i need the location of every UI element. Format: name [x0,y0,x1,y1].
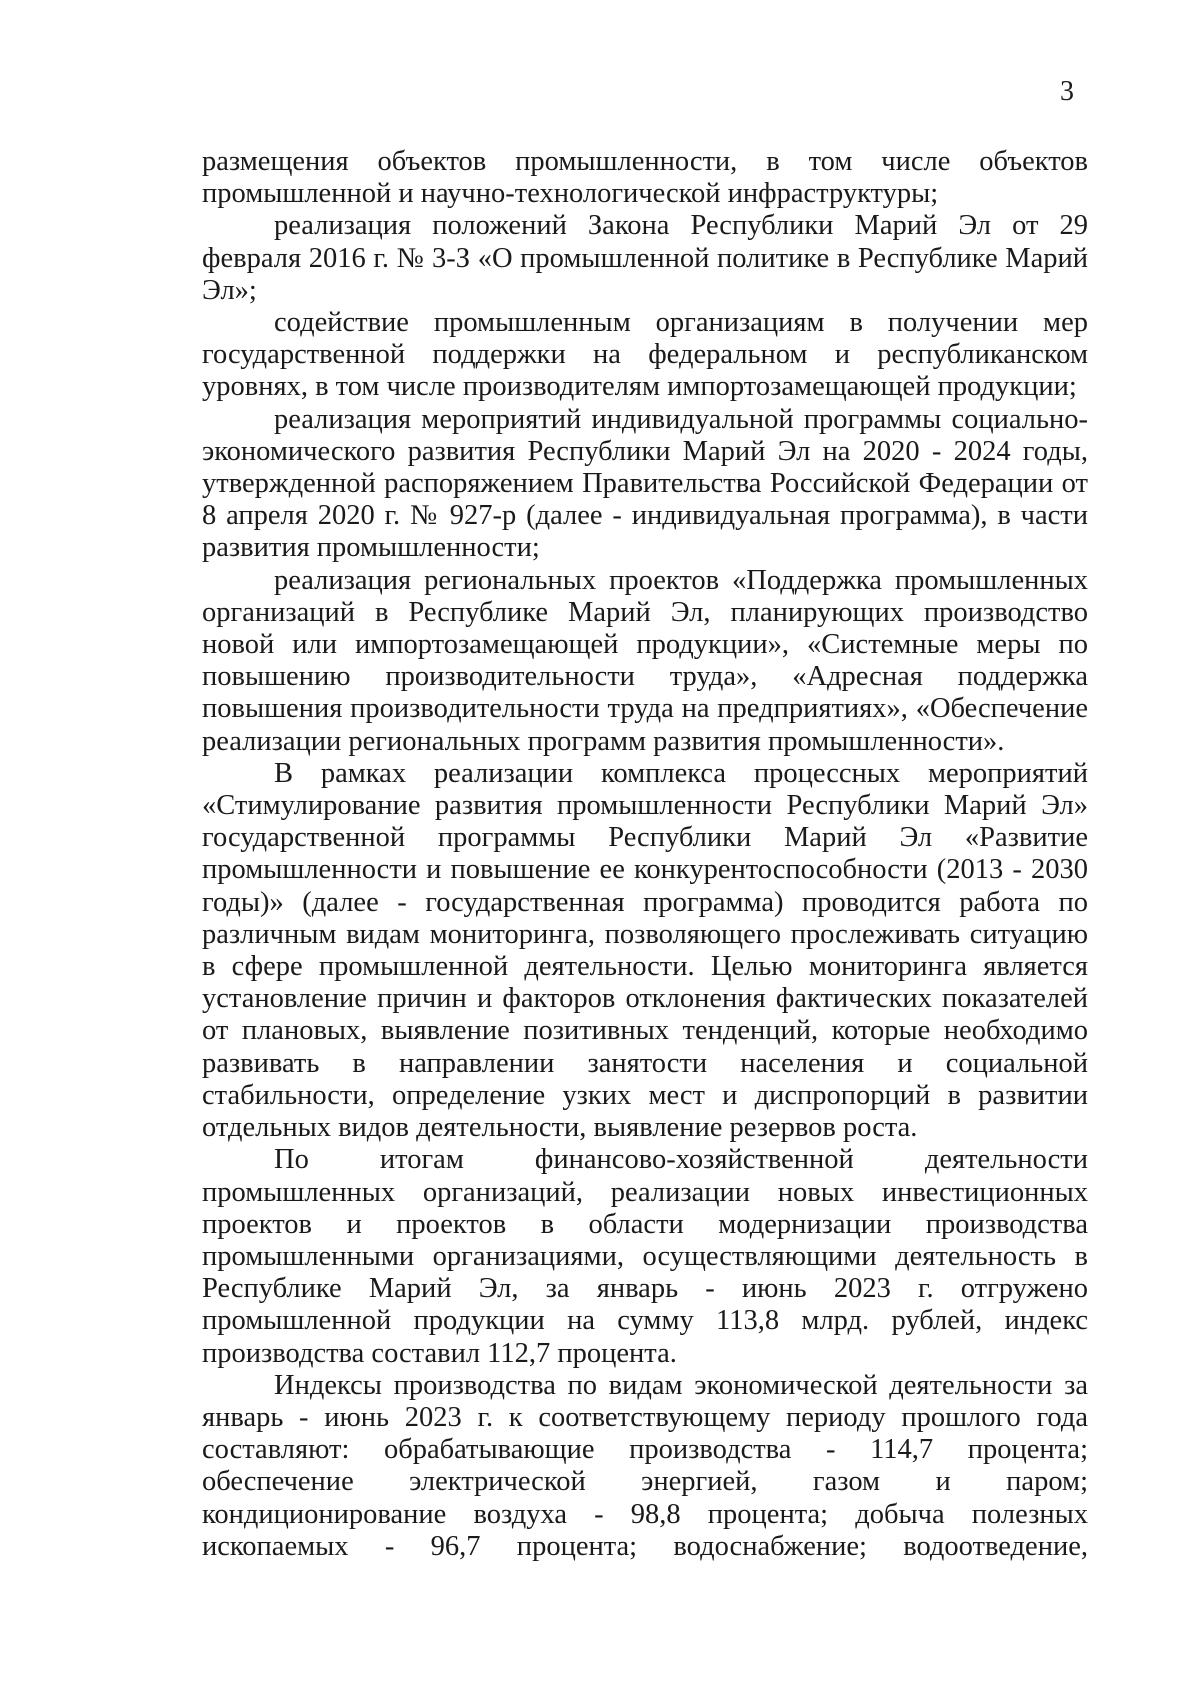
paragraph: Индексы производства по видам экономической деятельности за январь - июнь 2023 г. к соответствующему периоду прошлого года составляют: обрабатывающие производства - 114,7 процента; обеспечение электрической энергией, газом и паром; кондиционирование воздуха - 98,8 процента; добыча полезных ископаемых - 96,7 процента; водоснабжение; водоотведение, [202,1369,1088,1562]
paragraph: размещения объектов промышленности, в том числе объектов промышленной и научно-технологической инфраструктуры; [202,146,1088,210]
paragraph: реализация региональных проектов «Поддержка промышленных организаций в Республике Марий Эл, планирующих производство новой или импортозамещающей продукции», «Системные меры по повышению производительности труда», «Адресная поддержка повышения производительности труда на предприятиях», «Обеспечение реализации региональных программ развития промышленности». [202,564,1088,757]
paragraph: В рамках реализации комплекса процессных мероприятий «Стимулирование развития промышленности Республики Марий Эл» государственной программы Республики Марий Эл «Развитие промышленности и повышение ее конкурентоспособности (2013 - 2030 годы)» (далее - государственная программа) проводится работа по различным видам мониторинга, позволяющего прослеживать ситуацию в сфере промышленной деятельности. Целью мониторинга является установление причин и факторов отклонения фактических показателей от плановых, выявление позитивных тенденций, которые необходимо развивать в направлении занятости населения и социальной стабильности, определение узких мест и диспропорций в развитии отдельных видов деятельности, выявление резервов роста. [202,757,1088,1144]
paragraph: содействие промышленным организациям в получении мер государственной поддержки на федеральном и республиканском уровнях, в том числе производителям импортозамещающей продукции; [202,307,1088,403]
document-body [202,146,1088,1563]
paragraph: По итогам финансово-хозяйственной деятельности промышленных организаций, реализации новых инвестиционных проектов и проектов в области модернизации производства промышленными организациями, осуществляющими деятельность в Республике Марий Эл, за январь - июнь 2023 г. отгружено промышленной продукции на сумму 113,8 млрд. рублей, индекс производства составил 112,7 процента. [202,1144,1088,1369]
paragraph: реализация мероприятий индивидуальной программы социально-экономического развития Республики Марий Эл на 2020 - 2024 годы, утвержденной распоряжением Правительства Российской Федерации от 8 апреля 2020 г. № 927-р (далее - индивидуальная программа), в части развития промышленности; [202,403,1088,564]
page-number: 3 [1060,76,1074,107]
paragraph: реализация положений Закона Республики Марий Эл от 29 февраля 2016 г. № 3-З «О промышленной политике в Республике Марий Эл»; [202,210,1088,306]
